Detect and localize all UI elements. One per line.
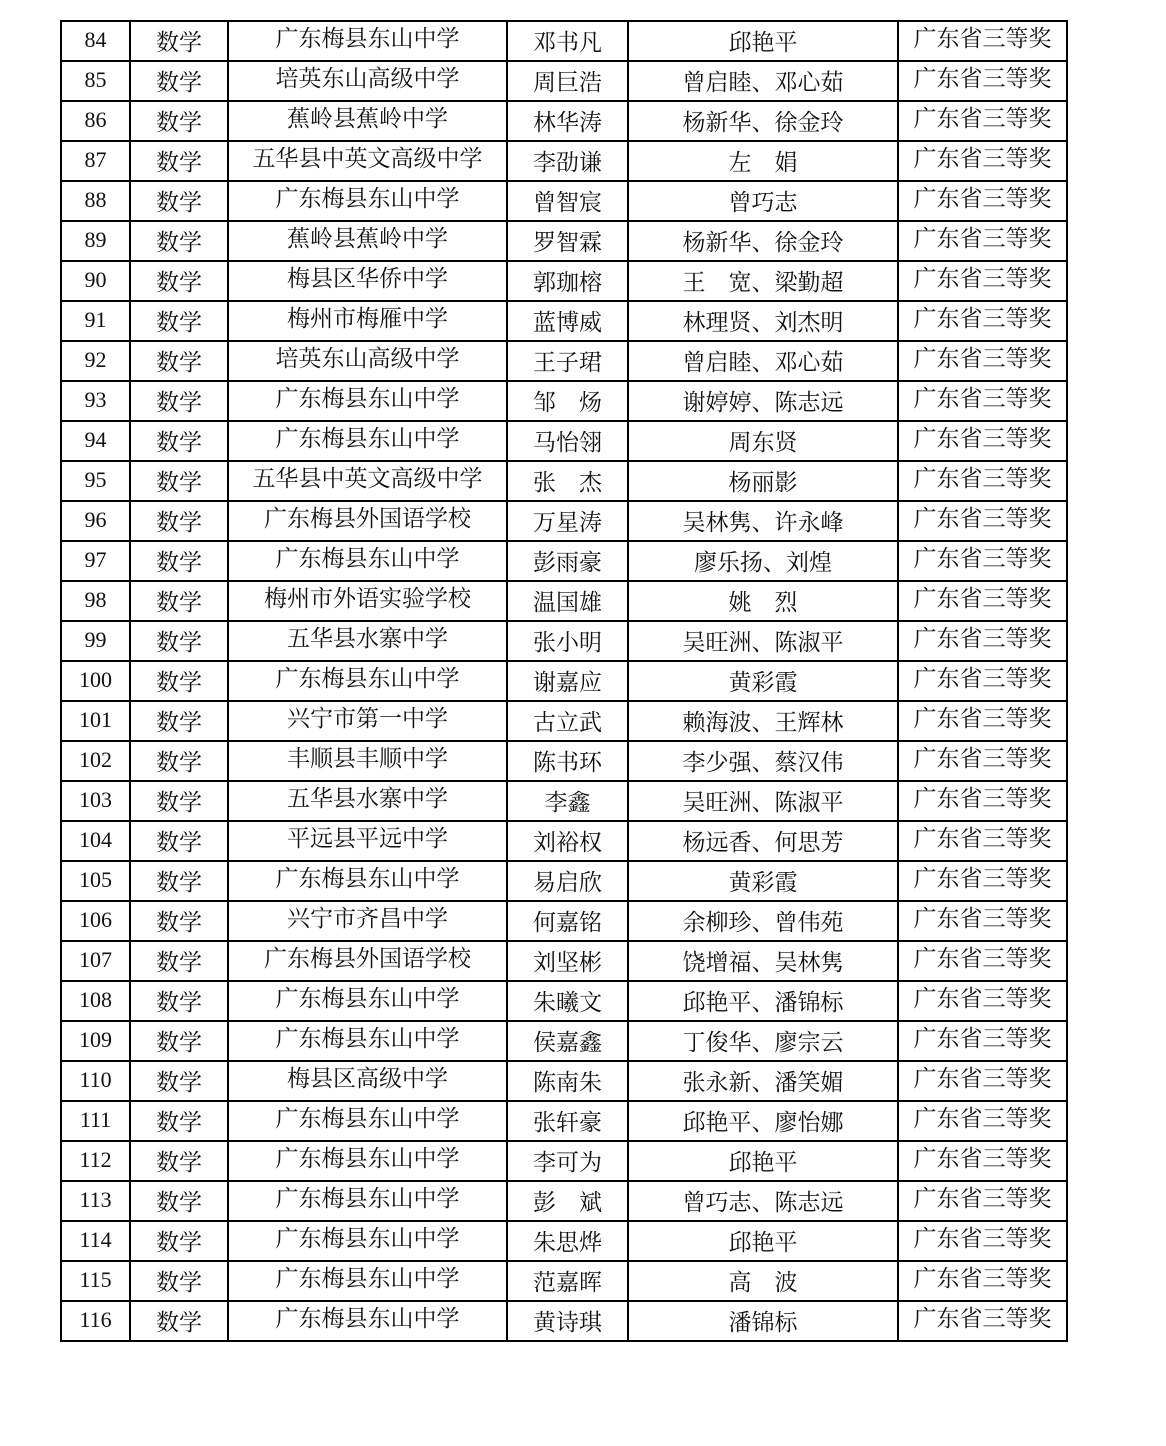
student-name-cell: 黄诗琪 (507, 1301, 628, 1341)
award-cell: 广东省三等奖 (898, 101, 1067, 141)
student-name-cell: 何嘉铭 (507, 901, 628, 941)
student-name-cell: 朱思烨 (507, 1221, 628, 1261)
teacher-cell: 李少强、蔡汉伟 (628, 741, 898, 781)
row-number: 104 (61, 821, 130, 861)
table-row (61, 341, 1067, 381)
award-cell: 广东省三等奖 (898, 1221, 1067, 1261)
table-row (61, 541, 1067, 581)
school-cell: 五华县水寨中学 (228, 781, 507, 821)
teacher-cell: 王 宽、梁勤超 (628, 261, 898, 301)
row-number: 87 (61, 141, 130, 181)
subject-cell: 数学 (130, 861, 228, 901)
subject-cell: 数学 (130, 1061, 228, 1101)
student-name-cell: 罗智霖 (507, 221, 628, 261)
row-number: 101 (61, 701, 130, 741)
student-name-cell: 周巨浩 (507, 61, 628, 101)
table-row (61, 1141, 1067, 1181)
subject-cell: 数学 (130, 261, 228, 301)
row-number: 98 (61, 581, 130, 621)
row-number: 106 (61, 901, 130, 941)
award-cell: 广东省三等奖 (898, 141, 1067, 181)
student-name-cell: 易启欣 (507, 861, 628, 901)
student-name-cell: 邓书凡 (507, 21, 628, 61)
table-row (61, 1301, 1067, 1341)
table-row (61, 181, 1067, 221)
teacher-cell: 曾巧志、陈志远 (628, 1181, 898, 1221)
school-cell: 五华县中英文高级中学 (228, 141, 507, 181)
student-name-cell: 蓝博威 (507, 301, 628, 341)
teacher-cell: 廖乐扬、刘煌 (628, 541, 898, 581)
table-row (61, 781, 1067, 821)
subject-cell: 数学 (130, 781, 228, 821)
school-cell: 广东梅县东山中学 (228, 1221, 507, 1261)
student-name-cell: 李鑫 (507, 781, 628, 821)
award-cell: 广东省三等奖 (898, 901, 1067, 941)
school-cell: 广东梅县东山中学 (228, 421, 507, 461)
row-number: 105 (61, 861, 130, 901)
table-row (61, 701, 1067, 741)
award-cell: 广东省三等奖 (898, 821, 1067, 861)
row-number: 110 (61, 1061, 130, 1101)
row-number: 107 (61, 941, 130, 981)
table-row (61, 61, 1067, 101)
award-cell: 广东省三等奖 (898, 861, 1067, 901)
award-cell: 广东省三等奖 (898, 981, 1067, 1021)
subject-cell: 数学 (130, 141, 228, 181)
school-cell: 培英东山高级中学 (228, 341, 507, 381)
row-number: 91 (61, 301, 130, 341)
table-row (61, 141, 1067, 181)
subject-cell: 数学 (130, 661, 228, 701)
student-name-cell: 李劭谦 (507, 141, 628, 181)
teacher-cell: 曾巧志 (628, 181, 898, 221)
award-cell: 广东省三等奖 (898, 461, 1067, 501)
award-cell: 广东省三等奖 (898, 1181, 1067, 1221)
subject-cell: 数学 (130, 741, 228, 781)
teacher-cell: 曾启睦、邓心茹 (628, 341, 898, 381)
school-cell: 梅州市梅雁中学 (228, 301, 507, 341)
subject-cell: 数学 (130, 541, 228, 581)
student-name-cell: 李可为 (507, 1141, 628, 1181)
row-number: 99 (61, 621, 130, 661)
row-number: 115 (61, 1261, 130, 1301)
subject-cell: 数学 (130, 101, 228, 141)
teacher-cell: 周东贤 (628, 421, 898, 461)
school-cell: 五华县水寨中学 (228, 621, 507, 661)
school-cell: 兴宁市齐昌中学 (228, 901, 507, 941)
teacher-cell: 吴旺洲、陈淑平 (628, 781, 898, 821)
award-cell: 广东省三等奖 (898, 1101, 1067, 1141)
school-cell: 蕉岭县蕉岭中学 (228, 101, 507, 141)
subject-cell: 数学 (130, 221, 228, 261)
student-name-cell: 林华涛 (507, 101, 628, 141)
row-number: 103 (61, 781, 130, 821)
student-name-cell: 温国雄 (507, 581, 628, 621)
award-table-body (61, 21, 1067, 1341)
row-number: 89 (61, 221, 130, 261)
table-row (61, 581, 1067, 621)
school-cell: 广东梅县东山中学 (228, 1141, 507, 1181)
row-number: 92 (61, 341, 130, 381)
award-cell: 广东省三等奖 (898, 1021, 1067, 1061)
table-row (61, 101, 1067, 141)
table-row (61, 941, 1067, 981)
row-number: 112 (61, 1141, 130, 1181)
teacher-cell: 张永新、潘笑媚 (628, 1061, 898, 1101)
subject-cell: 数学 (130, 301, 228, 341)
table-row (61, 861, 1067, 901)
row-number: 86 (61, 101, 130, 141)
student-name-cell: 彭雨豪 (507, 541, 628, 581)
row-number: 84 (61, 21, 130, 61)
teacher-cell: 姚 烈 (628, 581, 898, 621)
student-name-cell: 张小明 (507, 621, 628, 661)
table-row (61, 1021, 1067, 1061)
row-number: 100 (61, 661, 130, 701)
school-cell: 平远县平远中学 (228, 821, 507, 861)
table-row (61, 501, 1067, 541)
subject-cell: 数学 (130, 61, 228, 101)
award-cell: 广东省三等奖 (898, 381, 1067, 421)
award-cell: 广东省三等奖 (898, 621, 1067, 661)
award-cell: 广东省三等奖 (898, 661, 1067, 701)
school-cell: 广东梅县东山中学 (228, 541, 507, 581)
table-row (61, 1221, 1067, 1261)
school-cell: 广东梅县外国语学校 (228, 501, 507, 541)
school-cell: 梅县区高级中学 (228, 1061, 507, 1101)
subject-cell: 数学 (130, 621, 228, 661)
award-cell: 广东省三等奖 (898, 21, 1067, 61)
school-cell: 广东梅县东山中学 (228, 861, 507, 901)
school-cell: 培英东山高级中学 (228, 61, 507, 101)
subject-cell: 数学 (130, 501, 228, 541)
teacher-cell: 杨新华、徐金玲 (628, 101, 898, 141)
subject-cell: 数学 (130, 821, 228, 861)
teacher-cell: 杨新华、徐金玲 (628, 221, 898, 261)
school-cell: 广东梅县东山中学 (228, 1101, 507, 1141)
table-row (61, 821, 1067, 861)
table-row (61, 421, 1067, 461)
award-cell: 广东省三等奖 (898, 741, 1067, 781)
award-cell: 广东省三等奖 (898, 581, 1067, 621)
subject-cell: 数学 (130, 1181, 228, 1221)
student-name-cell: 刘裕权 (507, 821, 628, 861)
award-cell: 广东省三等奖 (898, 61, 1067, 101)
table-row (61, 741, 1067, 781)
school-cell: 广东梅县东山中学 (228, 981, 507, 1021)
award-cell: 广东省三等奖 (898, 1061, 1067, 1101)
teacher-cell: 余柳珍、曾伟苑 (628, 901, 898, 941)
subject-cell: 数学 (130, 1101, 228, 1141)
school-cell: 广东梅县东山中学 (228, 381, 507, 421)
award-cell: 广东省三等奖 (898, 1261, 1067, 1301)
student-name-cell: 朱曦文 (507, 981, 628, 1021)
award-cell: 广东省三等奖 (898, 261, 1067, 301)
teacher-cell: 邱艳平、廖怡娜 (628, 1101, 898, 1141)
row-number: 111 (61, 1101, 130, 1141)
teacher-cell: 丁俊华、廖宗云 (628, 1021, 898, 1061)
table-row (61, 21, 1067, 61)
row-number: 85 (61, 61, 130, 101)
teacher-cell: 吴旺洲、陈淑平 (628, 621, 898, 661)
subject-cell: 数学 (130, 901, 228, 941)
school-cell: 广东梅县东山中学 (228, 1181, 507, 1221)
subject-cell: 数学 (130, 341, 228, 381)
award-cell: 广东省三等奖 (898, 781, 1067, 821)
subject-cell: 数学 (130, 421, 228, 461)
school-cell: 广东梅县东山中学 (228, 21, 507, 61)
table-row (61, 1061, 1067, 1101)
row-number: 116 (61, 1301, 130, 1341)
award-cell: 广东省三等奖 (898, 181, 1067, 221)
award-cell: 广东省三等奖 (898, 941, 1067, 981)
subject-cell: 数学 (130, 581, 228, 621)
school-cell: 蕉岭县蕉岭中学 (228, 221, 507, 261)
teacher-cell: 左 娟 (628, 141, 898, 181)
table-row (61, 1181, 1067, 1221)
award-table (60, 20, 1068, 1342)
award-cell: 广东省三等奖 (898, 421, 1067, 461)
student-name-cell: 邹 炀 (507, 381, 628, 421)
student-name-cell: 范嘉晖 (507, 1261, 628, 1301)
student-name-cell: 陈书环 (507, 741, 628, 781)
school-cell: 广东梅县东山中学 (228, 1301, 507, 1341)
award-cell: 广东省三等奖 (898, 1141, 1067, 1181)
table-row (61, 621, 1067, 661)
student-name-cell: 马怡翎 (507, 421, 628, 461)
subject-cell: 数学 (130, 981, 228, 1021)
student-name-cell: 刘坚彬 (507, 941, 628, 981)
subject-cell: 数学 (130, 381, 228, 421)
subject-cell: 数学 (130, 1221, 228, 1261)
subject-cell: 数学 (130, 1021, 228, 1061)
table-row (61, 1101, 1067, 1141)
school-cell: 广东梅县东山中学 (228, 181, 507, 221)
row-number: 113 (61, 1181, 130, 1221)
award-cell: 广东省三等奖 (898, 501, 1067, 541)
table-row (61, 981, 1067, 1021)
student-name-cell: 谢嘉应 (507, 661, 628, 701)
student-name-cell: 王子珺 (507, 341, 628, 381)
student-name-cell: 彭 斌 (507, 1181, 628, 1221)
student-name-cell: 古立武 (507, 701, 628, 741)
award-cell: 广东省三等奖 (898, 341, 1067, 381)
row-number: 108 (61, 981, 130, 1021)
award-cell: 广东省三等奖 (898, 701, 1067, 741)
student-name-cell: 侯嘉鑫 (507, 1021, 628, 1061)
row-number: 114 (61, 1221, 130, 1261)
school-cell: 梅县区华侨中学 (228, 261, 507, 301)
school-cell: 梅州市外语实验学校 (228, 581, 507, 621)
table-row (61, 261, 1067, 301)
teacher-cell: 邱艳平、潘锦标 (628, 981, 898, 1021)
row-number: 94 (61, 421, 130, 461)
school-cell: 丰顺县丰顺中学 (228, 741, 507, 781)
teacher-cell: 谢婷婷、陈志远 (628, 381, 898, 421)
award-cell: 广东省三等奖 (898, 301, 1067, 341)
subject-cell: 数学 (130, 1141, 228, 1181)
teacher-cell: 杨丽影 (628, 461, 898, 501)
table-row (61, 301, 1067, 341)
subject-cell: 数学 (130, 701, 228, 741)
subject-cell: 数学 (130, 181, 228, 221)
award-cell: 广东省三等奖 (898, 221, 1067, 261)
subject-cell: 数学 (130, 1261, 228, 1301)
teacher-cell: 杨远香、何思芳 (628, 821, 898, 861)
row-number: 88 (61, 181, 130, 221)
teacher-cell: 赖海波、王辉林 (628, 701, 898, 741)
table-row (61, 221, 1067, 261)
school-cell: 五华县中英文高级中学 (228, 461, 507, 501)
subject-cell: 数学 (130, 461, 228, 501)
subject-cell: 数学 (130, 1301, 228, 1341)
teacher-cell: 潘锦标 (628, 1301, 898, 1341)
student-name-cell: 郭珈榕 (507, 261, 628, 301)
school-cell: 广东梅县东山中学 (228, 1261, 507, 1301)
row-number: 95 (61, 461, 130, 501)
teacher-cell: 邱艳平 (628, 21, 898, 61)
teacher-cell: 邱艳平 (628, 1141, 898, 1181)
award-cell: 广东省三等奖 (898, 1301, 1067, 1341)
award-cell: 广东省三等奖 (898, 541, 1067, 581)
teacher-cell: 黄彩霞 (628, 861, 898, 901)
school-cell: 广东梅县东山中学 (228, 661, 507, 701)
row-number: 90 (61, 261, 130, 301)
student-name-cell: 曾智宸 (507, 181, 628, 221)
teacher-cell: 高 波 (628, 1261, 898, 1301)
student-name-cell: 张轩豪 (507, 1101, 628, 1141)
teacher-cell: 林理贤、刘杰明 (628, 301, 898, 341)
school-cell: 兴宁市第一中学 (228, 701, 507, 741)
subject-cell: 数学 (130, 21, 228, 61)
student-name-cell: 张 杰 (507, 461, 628, 501)
student-name-cell: 陈南朱 (507, 1061, 628, 1101)
school-cell: 广东梅县外国语学校 (228, 941, 507, 981)
row-number: 96 (61, 501, 130, 541)
table-row (61, 661, 1067, 701)
table-row (61, 901, 1067, 941)
table-row (61, 461, 1067, 501)
teacher-cell: 黄彩霞 (628, 661, 898, 701)
row-number: 102 (61, 741, 130, 781)
teacher-cell: 邱艳平 (628, 1221, 898, 1261)
student-name-cell: 万星涛 (507, 501, 628, 541)
teacher-cell: 吴林隽、许永峰 (628, 501, 898, 541)
row-number: 109 (61, 1021, 130, 1061)
teacher-cell: 饶增福、吴林隽 (628, 941, 898, 981)
teacher-cell: 曾启睦、邓心茹 (628, 61, 898, 101)
table-row (61, 381, 1067, 421)
school-cell: 广东梅县东山中学 (228, 1021, 507, 1061)
subject-cell: 数学 (130, 941, 228, 981)
table-row (61, 1261, 1067, 1301)
row-number: 93 (61, 381, 130, 421)
row-number: 97 (61, 541, 130, 581)
